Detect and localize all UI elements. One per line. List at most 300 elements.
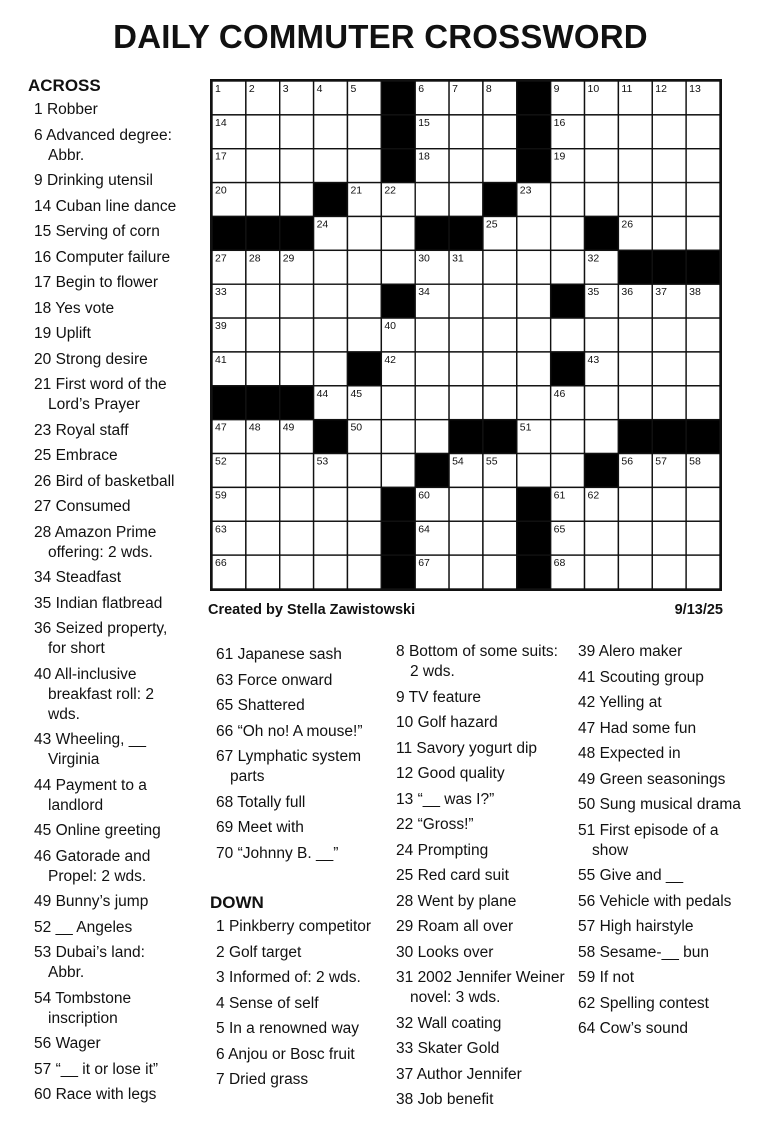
grid-cell[interactable]: [280, 149, 314, 183]
clue-text: Sung musical drama: [599, 796, 741, 813]
grid-cell-black: [246, 386, 280, 420]
grid-cell[interactable]: [280, 487, 314, 521]
grid-cell[interactable]: [280, 183, 314, 217]
clue-text: Sense of self: [228, 994, 319, 1012]
clue-text: Red card suit: [417, 867, 509, 884]
grid-cell[interactable]: [618, 487, 652, 521]
grid-number: 66: [215, 557, 227, 570]
down-clue-47: [572, 719, 757, 739]
grid-cell[interactable]: [347, 149, 381, 183]
clue-text: Payment to a landlord: [48, 776, 147, 814]
clue-number: 3: [216, 969, 225, 986]
grid-cell[interactable]: [686, 115, 720, 149]
grid-cell[interactable]: [618, 115, 652, 149]
grid-cell-black: [551, 284, 585, 318]
grid-cell[interactable]: [652, 555, 686, 589]
clue-number: 33: [396, 1040, 414, 1057]
clue-number: 11: [396, 739, 413, 757]
across-clue-61: [210, 645, 390, 665]
grid-cell[interactable]: [415, 318, 449, 352]
clue-number: 34: [34, 569, 52, 586]
grid-cell[interactable]: [449, 487, 483, 521]
grid-cell[interactable]: [347, 318, 381, 352]
down-clue-33: [390, 1039, 570, 1059]
clue-text: TV feature: [408, 688, 482, 706]
grid-cell[interactable]: [280, 115, 314, 149]
grid-cell[interactable]: [449, 555, 483, 589]
clue-text: Alero maker: [598, 643, 683, 660]
grid-number: 45: [350, 387, 363, 400]
grid-cell[interactable]: [686, 149, 720, 183]
grid-cell[interactable]: [314, 115, 348, 149]
clue-number: 65: [216, 697, 234, 714]
grid-number: 7: [452, 83, 458, 95]
down-clue-37: [390, 1065, 570, 1085]
down-clue-38: [390, 1090, 570, 1110]
clue-text: Japanese sash: [237, 646, 342, 663]
grid-cell[interactable]: [585, 149, 619, 183]
clue-text: Good quality: [417, 765, 505, 782]
grid-cell[interactable]: [483, 284, 517, 318]
grid-number: 19: [553, 150, 566, 163]
grid-cell[interactable]: [551, 318, 585, 352]
grid-cell[interactable]: [517, 318, 551, 352]
down-clue-24: [390, 841, 570, 861]
across-clue-46: [28, 847, 178, 887]
clue-number: 2: [216, 943, 225, 961]
grid-number: 62: [587, 489, 600, 502]
down-clue-41: [572, 668, 757, 688]
grid-number: 51: [519, 421, 532, 434]
down-clue-31: [390, 968, 570, 1008]
clue-number: 23: [34, 421, 52, 439]
clue-number: 30: [396, 943, 414, 961]
clue-text: Force onward: [237, 671, 333, 689]
grid-cell[interactable]: [652, 487, 686, 521]
clue-number: 7: [216, 1071, 225, 1088]
grid-cell[interactable]: [246, 454, 280, 488]
grid-number: 4: [316, 83, 323, 95]
grid-cell[interactable]: [347, 250, 381, 284]
across-clue-63: [210, 671, 390, 691]
clue-number: 67: [216, 748, 234, 765]
clue-text: Meet with: [237, 819, 304, 836]
grid-cell[interactable]: [449, 115, 483, 149]
across-clue-69: [210, 818, 390, 838]
clue-text: Dried grass: [228, 1071, 309, 1088]
grid-cell-black: [585, 454, 619, 488]
grid-cell[interactable]: [280, 454, 314, 488]
grid-cell[interactable]: [381, 454, 415, 488]
clue-text: Cuban line dance: [55, 197, 177, 215]
down-clue-55: [572, 866, 757, 886]
clue-text: “__ was I?”: [417, 790, 495, 808]
grid-cell[interactable]: [618, 386, 652, 420]
grid-cell[interactable]: [652, 149, 686, 183]
grid-number: 32: [587, 252, 600, 265]
clue-text: Shattered: [237, 697, 305, 714]
across-clue-27: [28, 497, 178, 517]
grid-cell[interactable]: [585, 420, 619, 454]
grid-number: 68: [553, 557, 566, 570]
grid-cell-black: [686, 420, 720, 454]
grid-number: 48: [248, 421, 261, 434]
grid-cell[interactable]: [686, 521, 720, 555]
grid-svg: [212, 81, 720, 589]
grid-cell[interactable]: [246, 284, 280, 318]
grid-cell[interactable]: [314, 555, 348, 589]
grid-cell[interactable]: [449, 318, 483, 352]
grid-cell[interactable]: [314, 352, 348, 386]
clue-text: Begin to flower: [55, 274, 159, 291]
clue-number: 57: [34, 1060, 52, 1078]
grid-cell[interactable]: [483, 352, 517, 386]
grid-cell[interactable]: [280, 284, 314, 318]
grid-cell[interactable]: [449, 149, 483, 183]
clue-number: 19: [34, 325, 52, 342]
grid-cell[interactable]: [347, 284, 381, 318]
clue-text: Bird of basketball: [55, 472, 175, 490]
clue-number: 15: [34, 223, 52, 240]
across-clue-65: [210, 696, 390, 716]
grid-cell[interactable]: [280, 352, 314, 386]
grid-cell-black: [652, 250, 686, 284]
clue-text: Yelling at: [599, 694, 662, 711]
grid-cell[interactable]: [618, 149, 652, 183]
clue-number: 24: [396, 841, 414, 859]
grid-cell[interactable]: [347, 521, 381, 555]
grid-cell[interactable]: [381, 216, 415, 250]
grid-cell[interactable]: [517, 250, 551, 284]
grid-cell[interactable]: [314, 250, 348, 284]
grid-cell-black: [551, 352, 585, 386]
clue-number: 6: [216, 1045, 225, 1063]
down-clue-56: [572, 892, 757, 912]
grid-cell[interactable]: [618, 183, 652, 217]
clue-number: 1: [34, 101, 43, 118]
clue-number: 50: [578, 796, 596, 813]
grid-cell[interactable]: [483, 555, 517, 589]
grid-number: 40: [384, 320, 397, 333]
clue-number: 63: [216, 671, 234, 689]
grid-cell[interactable]: [314, 149, 348, 183]
grid-cell[interactable]: [652, 115, 686, 149]
clue-number: 21: [34, 376, 52, 393]
clue-text: 2002 Jennifer Weiner novel: 3 wds.: [410, 969, 565, 1006]
across-clue-20: [28, 350, 178, 370]
across-clue-26: [28, 472, 178, 492]
grid-number: 30: [418, 252, 430, 265]
grid-cell-black: [415, 454, 449, 488]
grid-cell[interactable]: [618, 521, 652, 555]
clue-number: 41: [578, 668, 596, 686]
clue-number: 62: [578, 994, 596, 1012]
grid-cell[interactable]: [415, 420, 449, 454]
clue-number: 54: [34, 989, 52, 1007]
grid-cell[interactable]: [483, 149, 517, 183]
grid-cell[interactable]: [517, 284, 551, 318]
grid-cell[interactable]: [585, 386, 619, 420]
grid-number: 28: [248, 252, 261, 265]
grid-number: 59: [215, 489, 227, 502]
grid-cell[interactable]: [551, 183, 585, 217]
clue-text: Went by plane: [417, 892, 517, 910]
clue-text: Wheeling, __ Virginia: [48, 731, 147, 768]
grid-number: 36: [621, 286, 634, 299]
grid-number: 5: [350, 83, 357, 95]
across-clue-34: [28, 568, 178, 588]
grid-cell[interactable]: [618, 555, 652, 589]
across-clue-17: [28, 273, 178, 293]
down-clue-51: [572, 821, 757, 861]
grid-number: 16: [553, 116, 566, 129]
clues-column-4: [572, 642, 757, 1045]
grid-cell[interactable]: [686, 183, 720, 217]
grid-number: 23: [519, 184, 532, 197]
grid-cell[interactable]: [246, 149, 280, 183]
down-clue-62: [572, 994, 757, 1014]
puzzle-date: 9/13/25: [674, 602, 723, 618]
grid-number: 65: [553, 523, 566, 536]
across-clue-23: [28, 421, 178, 441]
grid-number: 24: [316, 218, 329, 231]
grid-cell[interactable]: [686, 386, 720, 420]
across-clue-57: [28, 1060, 178, 1080]
grid-cell[interactable]: [415, 386, 449, 420]
down-clue-6: [210, 1045, 390, 1065]
grid-cell[interactable]: [347, 487, 381, 521]
grid-cell[interactable]: [381, 386, 415, 420]
across-clue-60: [28, 1085, 178, 1105]
down-clue-12: [390, 764, 570, 784]
clue-number: 53: [34, 944, 52, 961]
clue-text: Bunny’s jump: [55, 893, 149, 910]
grid-cell[interactable]: [246, 318, 280, 352]
grid-cell[interactable]: [517, 216, 551, 250]
clue-number: 49: [578, 770, 596, 788]
across-clue-36: [28, 619, 178, 659]
grid-cell[interactable]: [280, 318, 314, 352]
grid-cell[interactable]: [517, 454, 551, 488]
grid-cell[interactable]: [686, 216, 720, 250]
grid-cell-black: [381, 115, 415, 149]
clue-number: 18: [34, 299, 52, 317]
down-clue-29: [390, 917, 570, 937]
across-clue-52: [28, 918, 178, 938]
page-title: DAILY COMMUTER CROSSWORD: [113, 18, 648, 55]
grid-cell[interactable]: [686, 352, 720, 386]
grid-cell[interactable]: [483, 521, 517, 555]
clue-text: Amazon Prime offering: 2 wds.: [48, 523, 157, 561]
grid-cell[interactable]: [483, 318, 517, 352]
clue-text: Wall coating: [417, 1014, 502, 1032]
grid-cell[interactable]: [381, 250, 415, 284]
grid-cell[interactable]: [280, 555, 314, 589]
grid-cell[interactable]: [449, 352, 483, 386]
grid-cell[interactable]: [415, 183, 449, 217]
clue-number: 8: [396, 643, 405, 660]
grid-cell-black: [618, 250, 652, 284]
grid-cell[interactable]: [449, 284, 483, 318]
across-clue-25: [28, 446, 178, 466]
clue-number: 28: [396, 892, 414, 910]
clue-number: 31: [396, 969, 414, 986]
down-clue-49: [572, 770, 757, 790]
grid-cell[interactable]: [246, 352, 280, 386]
grid-cell[interactable]: [483, 386, 517, 420]
clue-text: Looks over: [417, 943, 494, 961]
clue-text: First episode of a show: [592, 821, 719, 859]
clue-text: Wager: [55, 1035, 101, 1052]
grid-cell[interactable]: [347, 555, 381, 589]
grid-cell[interactable]: [347, 454, 381, 488]
grid-cell[interactable]: [483, 250, 517, 284]
grid-cell[interactable]: [246, 115, 280, 149]
grid-cell[interactable]: [517, 386, 551, 420]
clue-number: 4: [216, 994, 225, 1012]
grid-cell[interactable]: [585, 555, 619, 589]
grid-cell[interactable]: [551, 454, 585, 488]
down-clue-11: [390, 739, 570, 759]
grid-cell[interactable]: [483, 115, 517, 149]
clue-number: 12: [396, 765, 414, 782]
grid-number: 31: [452, 252, 464, 265]
grid-cell[interactable]: [686, 318, 720, 352]
clues-column-2: [210, 645, 390, 1096]
grid-cell-black: [517, 81, 551, 115]
grid-number: 57: [655, 455, 667, 468]
grid-number: 67: [418, 557, 430, 570]
grid-cell[interactable]: [652, 386, 686, 420]
clue-number: 68: [216, 793, 234, 811]
clue-text: If not: [599, 969, 635, 986]
grid-cell[interactable]: [551, 216, 585, 250]
grid-cell[interactable]: [347, 115, 381, 149]
grid-cell[interactable]: [618, 352, 652, 386]
grid-number: 33: [215, 286, 227, 299]
grid-cell[interactable]: [652, 183, 686, 217]
clue-number: 32: [396, 1014, 414, 1032]
grid-cell-black: [381, 487, 415, 521]
clue-number: 1: [216, 918, 225, 935]
grid-cell[interactable]: [280, 521, 314, 555]
across-clue-6: [28, 126, 178, 166]
grid-cell[interactable]: [585, 521, 619, 555]
grid-cell-black: [381, 521, 415, 555]
grid-cell[interactable]: [686, 555, 720, 589]
grid-cell[interactable]: [652, 318, 686, 352]
grid-number: 37: [655, 286, 667, 299]
grid-cell-black: [686, 250, 720, 284]
grid-cell[interactable]: [314, 487, 348, 521]
grid-cell[interactable]: [652, 352, 686, 386]
grid-cell-black: [483, 183, 517, 217]
grid-cell[interactable]: [314, 521, 348, 555]
grid-number: 1: [215, 83, 221, 95]
clue-text: Golf hazard: [417, 714, 498, 731]
grid-number: 43: [587, 353, 600, 366]
grid-number: 61: [553, 489, 566, 502]
grid-cell[interactable]: [686, 487, 720, 521]
grid-cell[interactable]: [347, 216, 381, 250]
clue-number: 48: [578, 745, 596, 762]
grid-cell[interactable]: [381, 420, 415, 454]
grid-number: 22: [384, 184, 397, 197]
clue-number: 22: [396, 816, 414, 833]
clue-number: 13: [396, 790, 414, 808]
grid-number: 42: [384, 353, 397, 366]
grid-cell[interactable]: [585, 318, 619, 352]
grid-cell[interactable]: [652, 216, 686, 250]
grid-cell[interactable]: [449, 183, 483, 217]
grid-number: 58: [689, 455, 701, 468]
clue-number: 26: [34, 472, 52, 490]
clue-text: Royal staff: [55, 421, 129, 439]
clue-text: __ Angeles: [55, 918, 133, 936]
grid-cell-black: [381, 149, 415, 183]
grid-number: 50: [350, 421, 363, 434]
grid-cell[interactable]: [246, 555, 280, 589]
clue-text: Sesame-__ bun: [599, 943, 709, 961]
clue-text: Tombstone inscription: [48, 989, 132, 1027]
down-clue-58: [572, 943, 757, 963]
grid-cell[interactable]: [551, 250, 585, 284]
grid-cell[interactable]: [652, 521, 686, 555]
across-clue-66: [210, 722, 390, 742]
clue-text: Totally full: [237, 793, 306, 811]
grid-cell-black: [618, 420, 652, 454]
grid-cell[interactable]: [415, 352, 449, 386]
grid-cell[interactable]: [314, 284, 348, 318]
grid-cell-black: [212, 386, 246, 420]
grid-cell[interactable]: [246, 521, 280, 555]
clue-text: Computer failure: [55, 248, 171, 266]
clue-text: Embrace: [55, 447, 118, 464]
grid-number: 2: [248, 83, 255, 95]
grid-cell[interactable]: [483, 487, 517, 521]
down-clue-57: [572, 917, 757, 937]
down-clue-8: [390, 642, 570, 682]
grid-number: 29: [282, 252, 295, 265]
grid-cell[interactable]: [618, 318, 652, 352]
grid-number: 14: [215, 116, 227, 129]
clue-text: Prompting: [417, 841, 489, 859]
grid-cell[interactable]: [551, 420, 585, 454]
down-clue-50: [572, 795, 757, 815]
clue-number: 27: [34, 498, 52, 515]
clue-number: 28: [34, 523, 52, 541]
grid-cell[interactable]: [449, 521, 483, 555]
grid-cell[interactable]: [314, 318, 348, 352]
grid-cell-black: [517, 555, 551, 589]
clue-number: 9: [396, 688, 405, 706]
clue-number: 37: [396, 1065, 414, 1083]
grid-cell-black: [652, 420, 686, 454]
grid-number: 54: [452, 455, 464, 468]
grid-cell-black: [483, 420, 517, 454]
clue-text: Seized property, for short: [48, 620, 168, 657]
clue-text: Consumed: [55, 498, 131, 515]
grid-cell[interactable]: [449, 386, 483, 420]
grid-cell[interactable]: [585, 183, 619, 217]
down-clue-32: [390, 1014, 570, 1034]
grid-cell[interactable]: [246, 183, 280, 217]
grid-cell[interactable]: [585, 115, 619, 149]
across-clue-1: [28, 100, 178, 120]
grid-cell[interactable]: [246, 487, 280, 521]
grid-cell[interactable]: [517, 352, 551, 386]
down-clue-9: [390, 688, 570, 708]
